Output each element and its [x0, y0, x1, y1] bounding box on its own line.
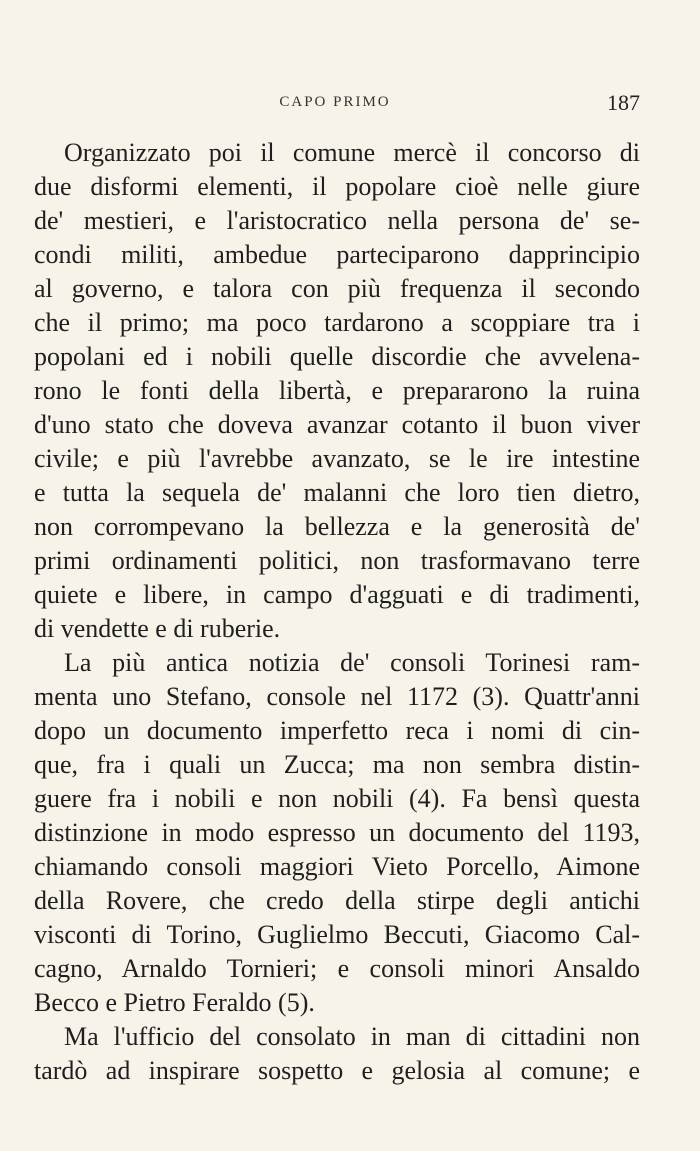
- text-line: quiete e libere, in campo d'agguati e di tradimenti,: [34, 580, 640, 609]
- text-line: Organizzato poi il comune mercè il concorso di: [64, 138, 640, 167]
- chapter-title: CAPO PRIMO: [279, 94, 391, 110]
- text-line: primi ordinamenti politici, non trasformavano terre: [34, 546, 640, 575]
- text-line: visconti di Torino, Guglielmo Beccuti, Giacomo Cal-: [34, 920, 640, 949]
- text-line: que, fra i quali un Zucca; ma non sembra distin-: [34, 750, 640, 779]
- text-line: condi militi, ambedue parteciparono dapprincipio: [34, 240, 640, 269]
- text-line: menta uno Stefano, console nel 1172 (3). Quattr'anni: [34, 682, 640, 711]
- text-line: di vendette e di ruberie.: [34, 614, 281, 643]
- text-line: Ma l'ufficio del consolato in man di cittadini non: [64, 1022, 640, 1051]
- text-line: dopo un documento imperfetto reca i nomi di cin-: [34, 716, 640, 745]
- text-line: tardò ad inspirare sospetto e gelosia al comune; e: [34, 1056, 640, 1085]
- text-line: popolani ed i nobili quelle discordie che avvelena-: [34, 342, 640, 371]
- text-line: cagno, Arnaldo Tornieri; e consoli minori Ansaldo: [34, 954, 640, 983]
- text-line: chiamando consoli maggiori Vieto Porcello, Aimone: [34, 852, 640, 881]
- text-line: che il primo; ma poco tardarono a scoppiare tra i: [34, 308, 640, 337]
- text-line: rono le fonti della libertà, e prepararono la ruina: [34, 376, 640, 405]
- text-line: distinzione in modo espresso un documento del 1193,: [34, 818, 640, 847]
- text-line: e tutta la sequela de' malanni che loro tien dietro,: [34, 478, 640, 507]
- text-line: guere fra i nobili e non nobili (4). Fa bensì questa: [34, 784, 640, 813]
- body-text: [34, 136, 640, 1088]
- text-line: d'uno stato che doveva avanzar cotanto il buon viver: [34, 410, 640, 439]
- text-line: al governo, e talora con più frequenza il secondo: [34, 274, 640, 303]
- text-line: La più antica notizia de' consoli Torinesi ram-: [64, 648, 640, 677]
- text-line: de' mestieri, e l'aristocratico nella persona de' se-: [34, 206, 640, 235]
- text-line: non corrompevano la bellezza e la generosità de': [34, 512, 640, 541]
- running-header: [0, 90, 700, 124]
- text-line: civile; e più l'avrebbe avanzato, se le ire intestine: [34, 444, 640, 473]
- page-number: 187: [607, 90, 640, 115]
- text-line: della Rovere, che credo della stirpe degli antichi: [34, 886, 640, 915]
- text-line: Becco e Pietro Feraldo (5).: [34, 988, 315, 1017]
- text-line: due disformi elementi, il popolare cioè nelle giure: [34, 172, 640, 201]
